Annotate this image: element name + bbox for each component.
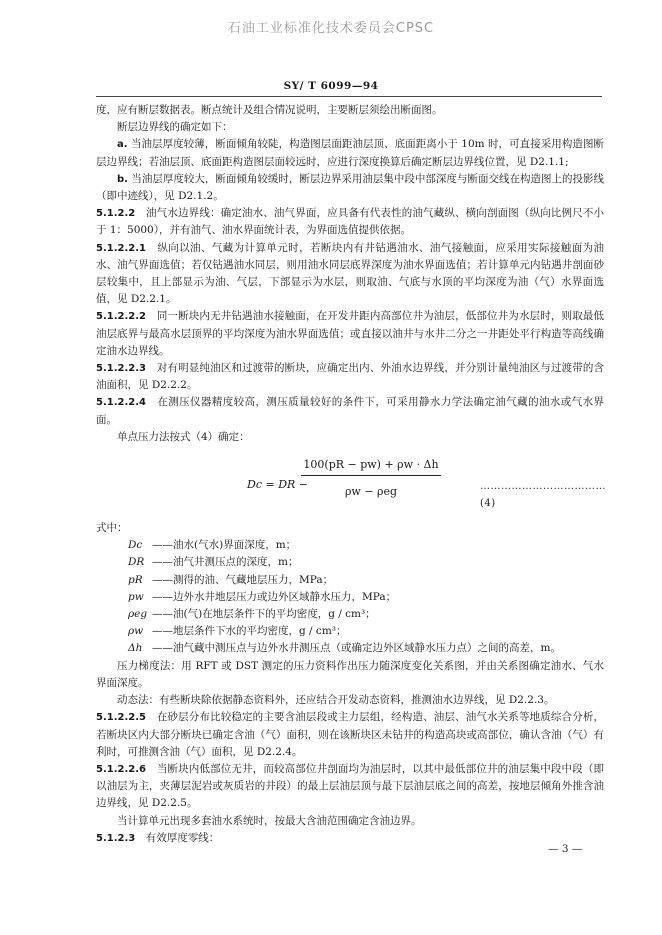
document-body bbox=[96, 102, 604, 847]
section-5-1-2-2-4: 5.1.2.2.4 在测压仪器精度较高，测压质量较好的条件下，可采用静水力学法确定油气藏的油水或气水界面。 bbox=[96, 396, 605, 426]
list-item: b. 当油层厚度较大，断面倾角较缓时，断层边界采用油层集中段中部深度与断面交线在构造图上的投影线（即中迹线），见 D2.1.2。 bbox=[96, 172, 604, 203]
definition-row: Dc ——油水(气水)界面深度，m； bbox=[128, 539, 297, 552]
section-5-1-2-2-3: 5.1.2.2.3 对有明显纯油区和过渡带的断块，应确定出内、外油水边界线，并分别计量纯油区与过渡带的含油面积，见 D2.2.2。 bbox=[96, 362, 605, 392]
formula-4 bbox=[96, 450, 604, 514]
formula-number: ………………………………(4) bbox=[480, 481, 606, 510]
definition-row: ρw ——地层条件下水的平均密度，g / cm³； bbox=[128, 625, 347, 638]
paragraph: 断层边界线的确定如下： bbox=[117, 121, 233, 134]
definition-row: DR ——油气井测压点的深度，m； bbox=[128, 556, 299, 569]
page-number: — 3 — bbox=[548, 843, 583, 855]
formula-denominator: ρw − ρeg bbox=[344, 485, 398, 499]
definitions bbox=[96, 520, 604, 658]
definition-row: Δh ——油气藏中测压点与边外水井测压点（或确定边外区域静水压力点）之间的高差，m。 bbox=[128, 642, 561, 655]
section-5-1-2-2-6: 5.1.2.2.6 当断块内低部位无井，而较高部位井剖面均为油层时，以其中最低部位井的油层集中段中段（即以油层为主，夹薄层泥岩或灰质岩的井段）的最上层油层顶与最下层油层底之间的高差，按地层倾角外推含油边界线，见 D2.2.5。 bbox=[96, 762, 605, 810]
standard-number: SY/ T 6099—94 bbox=[283, 80, 379, 92]
watermark: 石油工业标准化技术委员会CPSC bbox=[227, 21, 435, 36]
section-5-1-2-2-1: 5.1.2.2.1 纵向以油、气藏为计算单元时，若断块内有井钻遇油水、油气接触面，应采用实际接触面为油水、油气界面选值；若仅钻遇油水同层，则用油水同层底界深度为油水界面选值；若计算单元内钻遇井剖面砂层较集中，且上部显示为油、气层，下部显示为水层，则取油、气底与水顶的平均深度为油（气）水界面选值，见 D2.2.1。 bbox=[96, 241, 605, 306]
paragraph: 压力梯度法：用 RFT 或 DST 测定的压力资料作出压力随深度变化关系图，并由关系图确定油水、气水界面深度。 bbox=[96, 659, 604, 689]
paragraph: 单点压力法按式（4）确定： bbox=[117, 430, 250, 443]
section-5-1-2-2-5: 5.1.2.2.5 在砂层分布比较稳定的主要含油层段或主力层组，经构造、油层、油气水关系等地质综合分析，若断块区内大部分断块已确定含油（气）面积，则在该断块区未钻井的构造高块或高部位，确认含油（气）有利时，可推测含油（气）面积，见 D2.2.4。 bbox=[96, 711, 605, 758]
header-rule bbox=[96, 96, 602, 97]
definition-row: pR ——测得的油、气藏地层压力，MPa； bbox=[128, 573, 334, 586]
section-5-1-2-3: 5.1.2.3 有效厚度零线： bbox=[96, 831, 220, 844]
definition-row: pw ——边外水井地层压力或边外区域静水压力，MPa； bbox=[128, 590, 397, 603]
paragraph: 度，应有断层数据表。断点统计及组合情况说明，主要断层须绘出断面图。 bbox=[96, 104, 443, 116]
defs-intro: 式中： bbox=[96, 522, 128, 535]
section-5-1-2-2: 5.1.2.2 油气水边界线：确定油水、油气界面，应具备有代表性的油气藏纵、横向剖面图（纵向比例尺不小于 1：5000），并有油气、油水界面统计表，为界面选值提供依据。 bbox=[96, 207, 605, 237]
fraction-line bbox=[301, 475, 441, 476]
formula-lhs: Dc = DR − bbox=[247, 478, 309, 492]
paragraph: 当计算单元出现多套油水系统时，按最大含油范围确定含油边界。 bbox=[117, 814, 422, 827]
paragraph: 动态法：有些断块除依据静态资料外，还应结合开发动态资料，推测油水边界线，见 D2.2.3。 bbox=[117, 694, 555, 707]
formula-numerator: 100(pR − pw) + ρw · Δh bbox=[303, 458, 439, 472]
definition-row: ρeg ——油(气)在地层条件下的平均密度，g / cm³； bbox=[128, 608, 376, 621]
list-item: a. 当油层厚度较薄，断面倾角较陡，构造图层面距油层顶、底面距离小于 10m 时，可直接采用构造图断层边界线；若油层顶、底面距构造图层面较远时，应进行深度换算后确定断层边界线位置，见 D2.1.1; bbox=[96, 138, 604, 168]
section-5-1-2-2-2: 5.1.2.2.2 同一断块内无井钻遇油水接触面，在开发井距内高部位井为油层，低部位井为水层时，则取最低油层底界与最高水层顶界的平均深度为油水界面选值；或直接以油井与水井二分之一井距处平行构造等高线确定油水边界线。 bbox=[96, 310, 605, 357]
